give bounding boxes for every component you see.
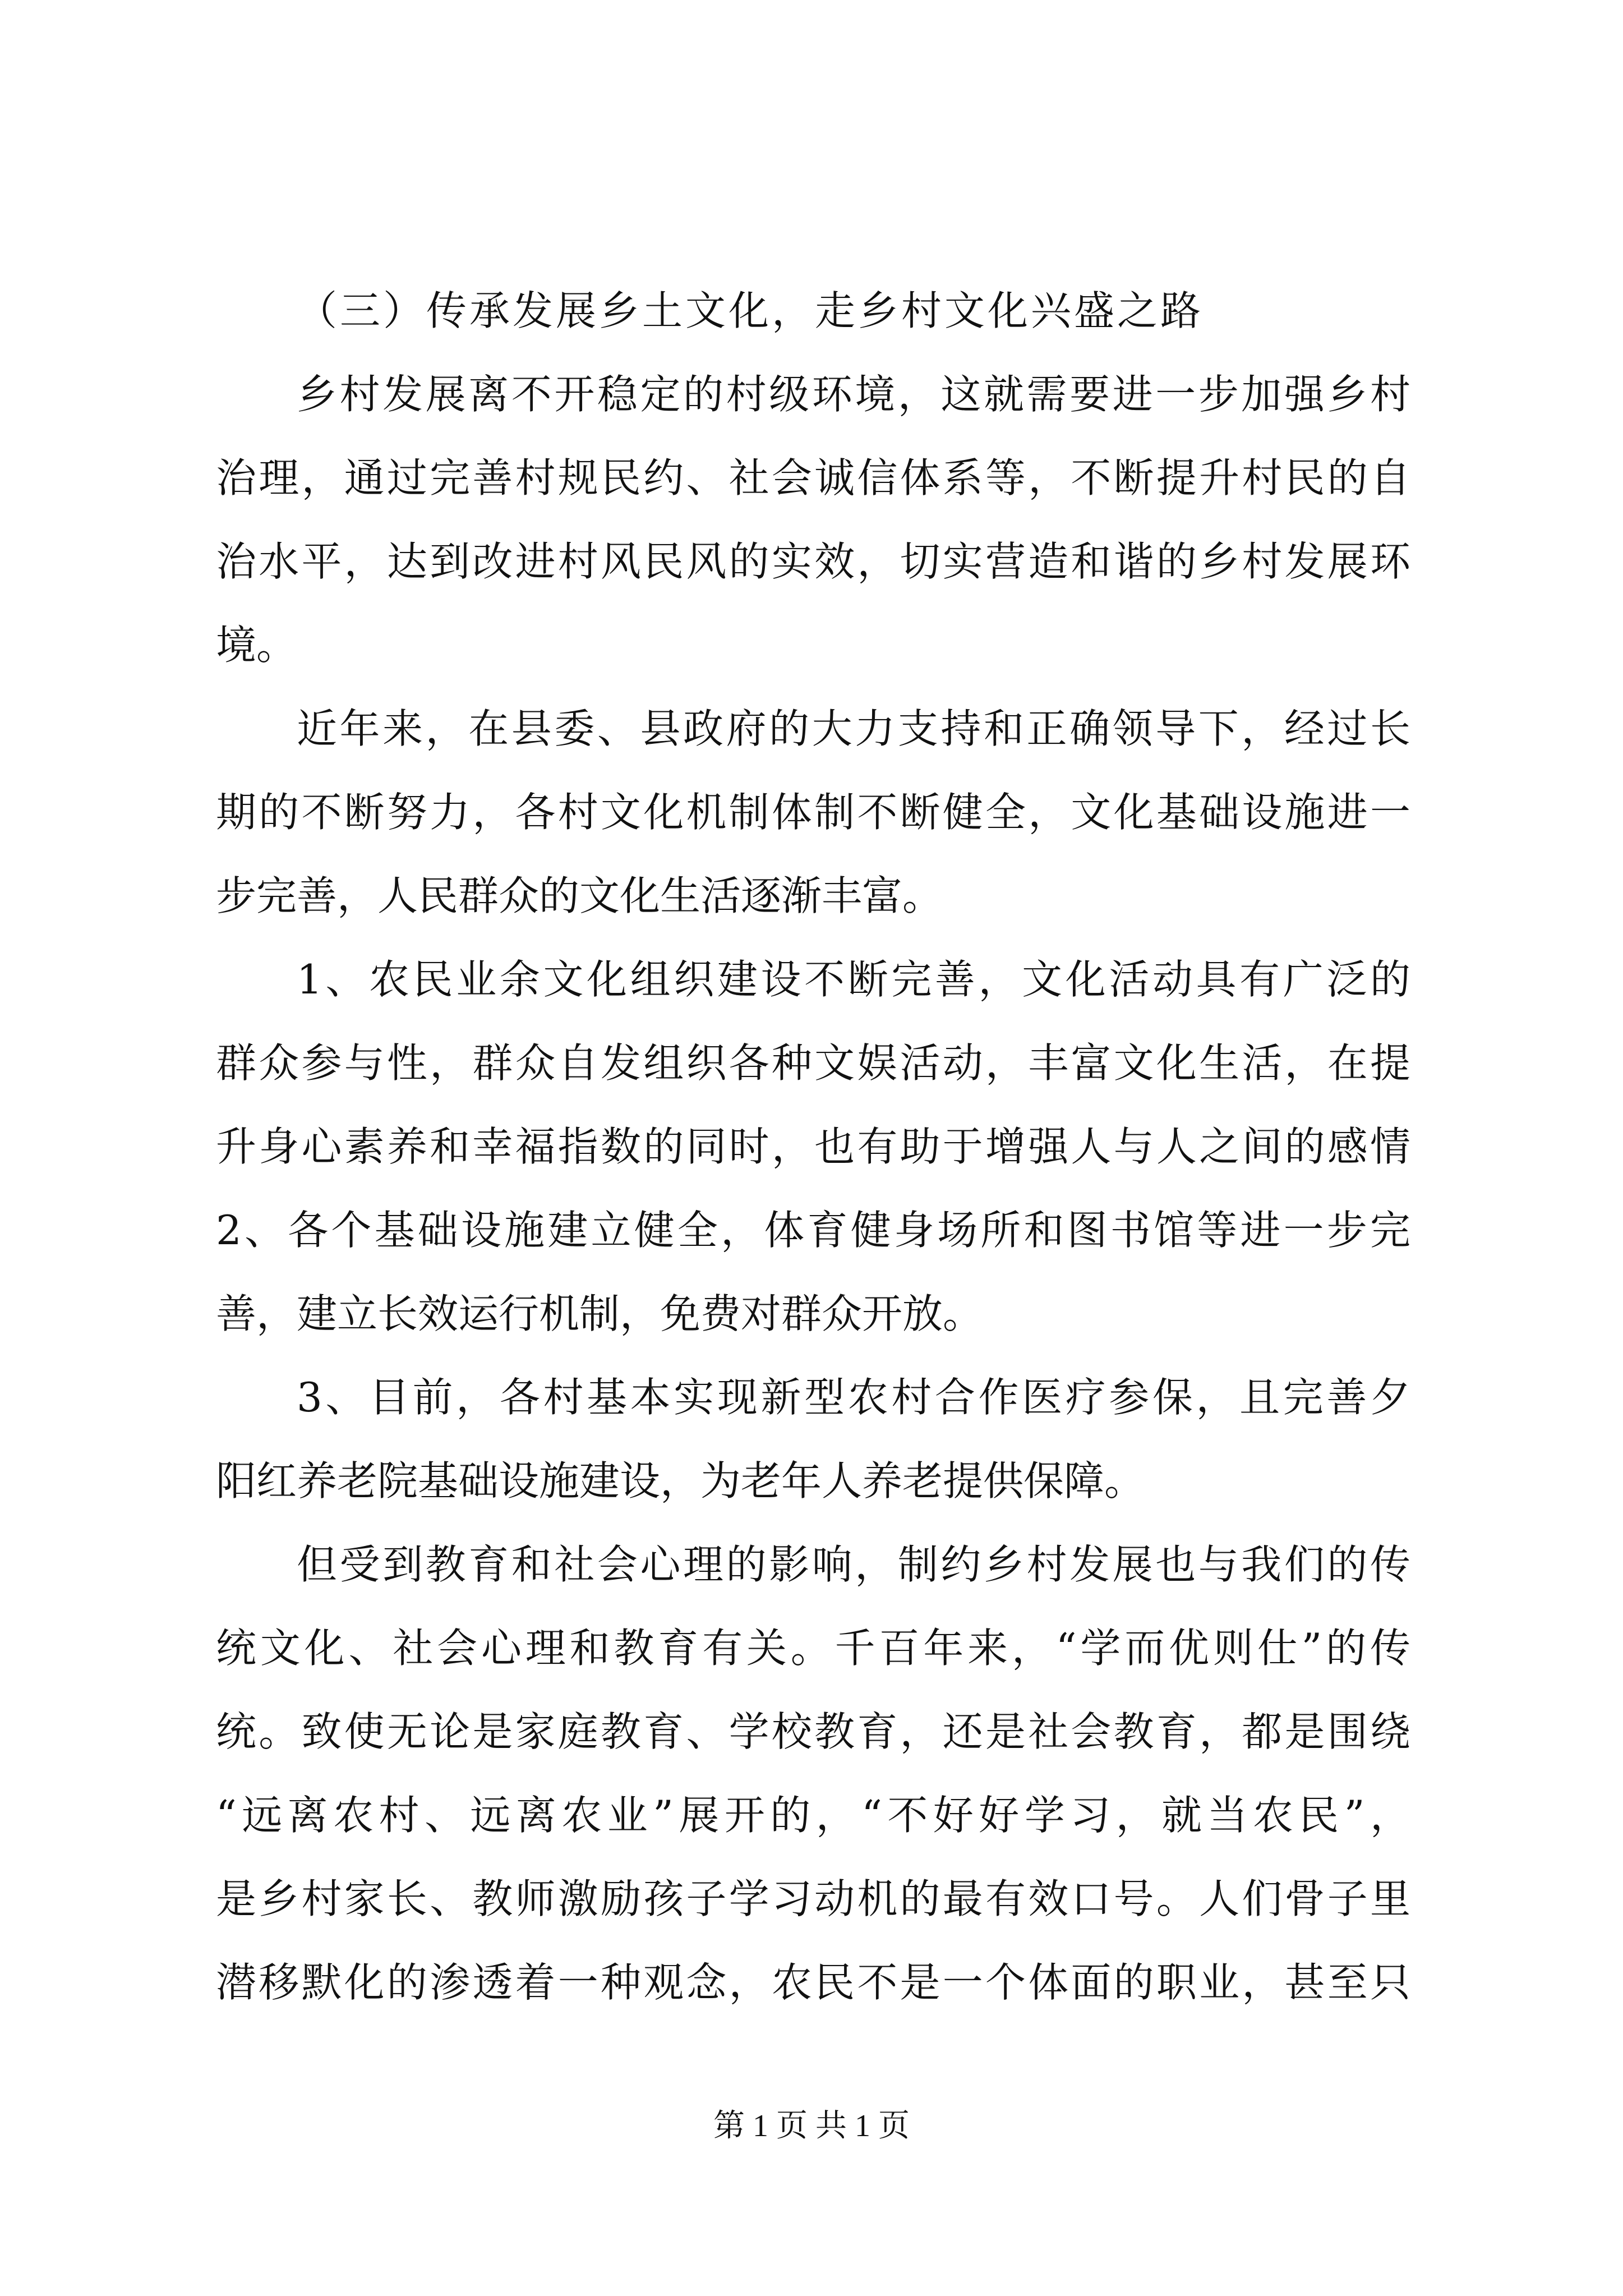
page-body	[216, 269, 1410, 2024]
paragraph-line: 近年来，在县委、县政府的大力支持和正确领导下，经过长	[297, 705, 1410, 752]
paragraph-line: 1、农民业余文化组织建设不断完善，文化活动具有广泛的	[297, 956, 1410, 1003]
paragraph-line: 潜移默化的渗透着一种观念，农民不是一个体面的职业，甚至只	[216, 1959, 1410, 2006]
paragraph-line: 期的不断努力，各村文化机制体制不断健全，文化基础设施进一	[216, 789, 1410, 836]
section-heading: （三）传承发展乡土文化，走乡村文化兴盛之路	[297, 287, 1204, 334]
page-footer-label: 第 1 页 共 1 页	[713, 2109, 910, 2143]
paragraph-line: 步完善，人民群众的文化生活逐渐丰富。	[216, 872, 943, 919]
paragraph-line: 境。	[216, 622, 297, 669]
paragraph-line: 群众参与性，群众自发组织各种文娱活动，丰富文化生活，在提	[216, 1039, 1410, 1087]
paragraph-line: 统文化、社会心理和教育有关。千百年来，“学而优则仕”的传	[216, 1625, 1410, 1672]
paragraph-line: 治理，通过完善村规民约、社会诚信体系等，不断提升村民的自	[216, 454, 1410, 501]
paragraph-line: 乡村发展离不开稳定的村级环境，这就需要进一步加强乡村	[297, 371, 1410, 418]
paragraph-line: 阳红养老院基础设施建设，为老年人养老提供保障。	[216, 1457, 1145, 1504]
paragraph-line: 治水平，达到改进村风民风的实效，切实营造和谐的乡村发展环	[216, 538, 1410, 585]
paragraph-line: 善，建立长效运行机制，免费对群众开放。	[216, 1290, 984, 1337]
paragraph-line: “远离农村、远离农业”展开的，“不好好学习，就当农民”，	[216, 1792, 1410, 1839]
paragraph-line: 但受到教育和社会心理的影响，制约乡村发展也与我们的传	[297, 1541, 1410, 1588]
paragraph-line: 是乡村家长、教师激励孩子学习动机的最有效口号。人们骨子里	[216, 1875, 1410, 1922]
paragraph-line: 升身心素养和幸福指数的同时，也有助于增强人与人之间的感情	[216, 1123, 1410, 1170]
paragraph-line: 统。致使无论是家庭教育、学校教育，还是社会教育，都是围绕	[216, 1708, 1410, 1755]
paragraph-line: 2、各个基础设施建立健全，体育健身场所和图书馆等进一步完	[216, 1207, 1410, 1254]
paragraph-line: 3、目前，各村基本实现新型农村合作医疗参保，且完善夕	[297, 1374, 1410, 1421]
